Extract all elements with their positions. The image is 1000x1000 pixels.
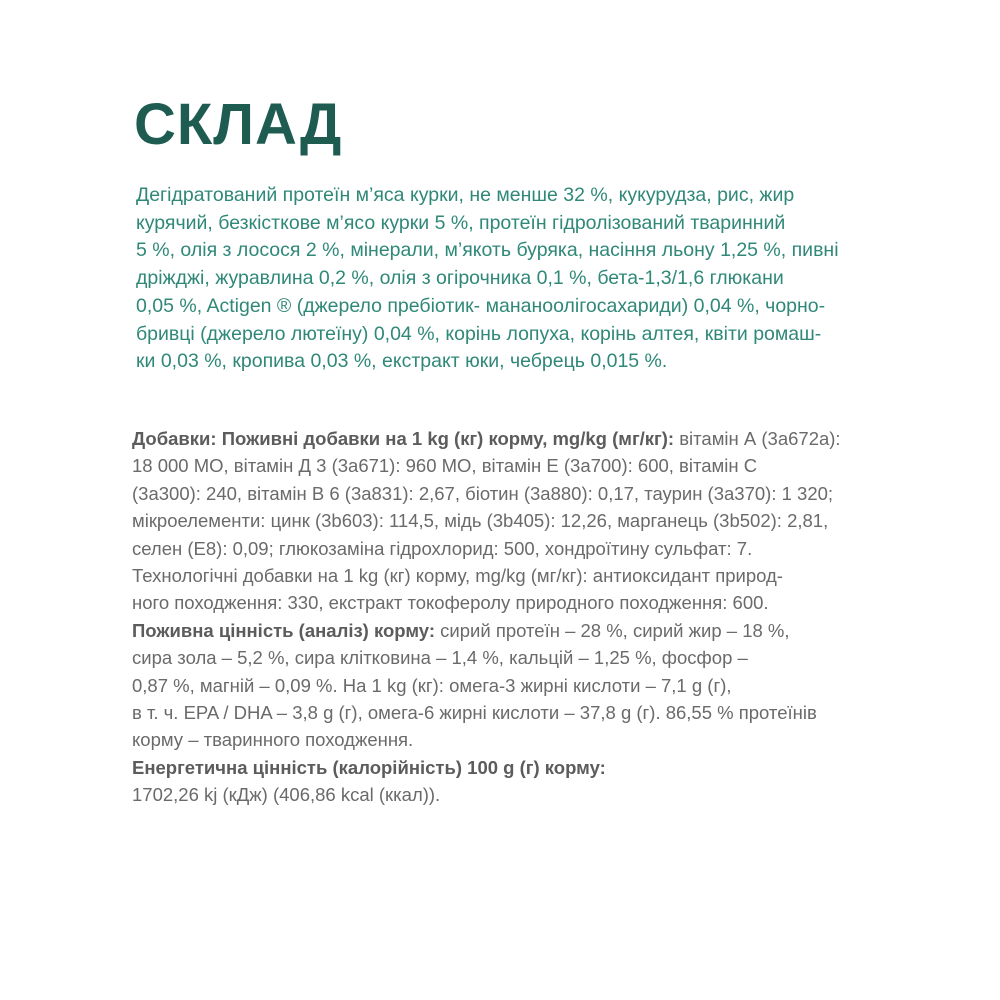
additives-first-line [132, 425, 932, 452]
nutrition-heading: Поживна цінність (аналіз) корму: [132, 619, 436, 641]
composition-line: 5 %, олія з лосося 2 %, мінерали, м’якоть буряка, насіння льону 1,25 %, пивні [136, 239, 839, 262]
nutrition-line: 0,87 %, магній – 0,09 %. На 1 kg (кг): омега-3 жирні кислоти – 7,1 g (г), [132, 674, 732, 696]
additives-line: Технологічні добавки на 1 kg (кг) корму, mg/kg (мг/кг): антиоксидант природ- [132, 565, 783, 587]
nutrition-line: в т. ч. EPA / DHA – 3,8 g (г), омега-6 жирні кислоти – 37,8 g (г). 86,55 % протеїнів [132, 702, 817, 724]
composition-line: 0,05 %, Actigen ® (джерело пребіотик- мананоолігосахариди) 0,04 %, чорно- [136, 294, 826, 317]
nutrition-line: корму – тваринного походження. [132, 729, 414, 751]
composition-text [136, 182, 926, 376]
composition-line: бривці (джерело лютеїну) 0,04 %, корінь лопуха, корінь алтея, квіти ромаш- [136, 322, 822, 345]
additives-heading: Добавки: Поживні добавки на 1 kg (кг) корму, mg/kg (мг/кг): [132, 428, 675, 449]
additives-text: вітамін А (3a672a): [674, 428, 841, 449]
composition-line: ки 0,03 %, кропива 0,03 %, екстракт юки, чебрець 0,015 %. [136, 350, 668, 373]
nutrition-first-line [132, 617, 932, 644]
composition-line: курячий, безкісткове м’ясо курки 5 %, протеїн гідролізований тваринний [136, 211, 786, 234]
additives-line: мікроелементи: цинк (3b603): 114,5, мідь (3b405): 12,26, марганець (3b502): 2,81, [132, 510, 829, 532]
additives-line: 18 000 МО, вітамін Д 3 (3a671): 960 МО, вітамін Е (3a700): 600, вітамін С [132, 455, 758, 477]
additives-line: селен (E8): 0,09; глюкозаміна гідрохлорид: 500, хондроїтину сульфат: 7. [132, 537, 753, 559]
energy-heading: Енергетична цінність (калорійність) 100 g (г) корму: [132, 756, 606, 778]
additives-line: ного походження: 330, екстракт токоферолу природного походження: 600. [132, 592, 769, 614]
nutrition-details [132, 425, 932, 809]
nutrition-line: сира зола – 5,2 %, сира клітковина – 1,4 %, кальцій – 1,25 %, фосфор – [132, 647, 748, 669]
energy-value: 1702,26 kj (кДж) (406,86 kcal (ккал)). [132, 784, 441, 806]
composition-line: Дегідратований протеїн м’яса курки, не менше 32 %, кукурудза, рис, жир [136, 184, 795, 206]
page-title: СКЛАД [134, 92, 343, 157]
nutrition-text: сирий протеїн – 28 %, сирий жир – 18 %, [435, 619, 790, 641]
additives-line: (3a300): 240, вітамін В 6 (3a831): 2,67, біотин (3a880): 0,17, таурин (3a370): 1 320; [132, 482, 834, 504]
composition-line: дріжджі, журавлина 0,2 %, олія з огірочника 0,1 %, бета-1,3/1,6 глюкани [136, 267, 784, 290]
